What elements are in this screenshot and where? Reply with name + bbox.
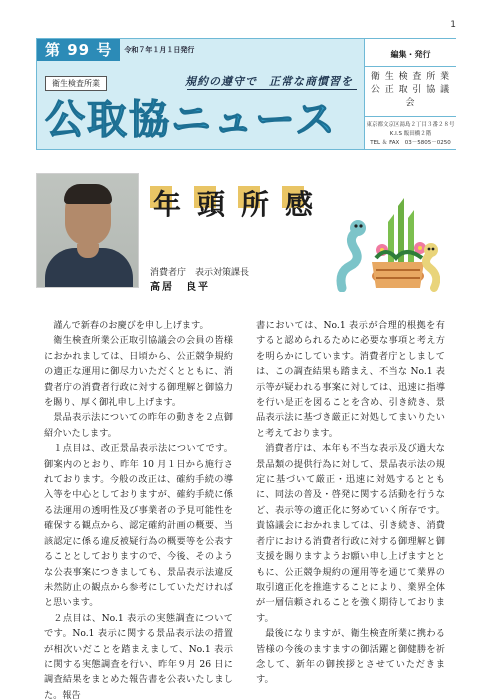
publisher-name-line1: 衛 生 検 査 所 業 <box>370 72 451 82</box>
body-paragraph: 衛生検査所業公正取引協議会の会員の皆様におかれましては、日頃から、公正競争規約の適正な運用に御尽力いただくとともに、消費者庁の消費者行政に対する御理解と御協力を賜り、厚く御礼申し上げます。 <box>44 335 233 409</box>
newsletter-title: 公取協ニュース <box>45 97 337 143</box>
publisher-box <box>364 39 456 149</box>
heading-char-2: 頭 <box>192 186 230 220</box>
masthead <box>37 39 364 149</box>
slogan-underline <box>187 89 357 90</box>
publisher-divider-2 <box>365 116 456 117</box>
org-label: 衛生検査所業 <box>45 76 107 91</box>
new-year-snake-illustration <box>336 192 440 292</box>
body-paragraph-continued: 書においては、No.1 表示が合理的根拠を有すると認められるために必要な事項と考え方を明らかにしています。消費者庁としましては、この調査結果も踏まえ、不当な No.1 表示等が疑われる事案に対しては、迅速に指導を行い是正を図ることを含め、引き続き、景品表示法に基づき厳正に対処してまいりたいと考えております。 <box>256 320 445 439</box>
speaker-role: 消費者庁 表示対策課長 <box>150 268 250 278</box>
body-column-right <box>256 318 445 688</box>
body-paragraph: 消費者庁は、本年も不当な表示及び過大な景品類の提供行為に対して、景品表示法の規定に基づいて厳正・迅速に対処するとともに、同法の普及・啓発に関する活動を行うなど、表示等の適正化に努めていく所存です。貴協議会におかれましては、引き続き、消費者庁における消費者行政に対する御理解と御支援を賜りますようお願い申し上げますとともに、公正競争規約の運用等を通じて業界の取引適正化を推進することにより、業界全体が一層信頼されることを強く期待しております。 <box>256 443 445 624</box>
publisher-address: 東京都文京区湯島２丁目３番２８号 <box>366 122 455 128</box>
heading-char-1: 年 <box>148 186 186 220</box>
body-paragraph: １点目は、改正景品表示法についてです。御案内のとおり、昨年 10 月１日から施行されております。今般の改正は、確約手続の導入等を中心としておりますが、確約手続に係る法運用の透明性及び事業者の予見可能性を確保する観点から、認定確約計画の概要、当該認定に係る違反被疑行為の概要等を公表することとしておりますので、今後、そのような公表事案につきましても、景品表示法違反未然防止の観点から参考にしていただければと思います。 <box>44 443 233 609</box>
heading-char-3: 所 <box>236 186 274 220</box>
publisher-building: K.I.S 飯田橋２階 <box>389 131 432 137</box>
slogan: 規約の遵守で 正常な商慣習を <box>185 75 353 88</box>
body-column-left <box>44 318 233 699</box>
body-paragraph: 最後になりますが、衛生検査所業に携わる皆様の今後のますますの御活躍と御健勝を祈念して、新年の御挨拶とさせていただきます。 <box>256 628 445 686</box>
page-number: 1 <box>450 20 456 30</box>
publisher-divider <box>365 66 456 67</box>
body-paragraph: 景品表示法についての昨年の動きを２点御紹介いたします。 <box>44 412 233 439</box>
speaker-photo <box>36 173 139 288</box>
publisher-name-line2: 公 正 取 引 協 議 会 <box>370 85 451 108</box>
greeting-heading <box>148 186 318 220</box>
photo-hair <box>64 184 112 204</box>
newsletter-header <box>36 38 456 150</box>
body-paragraph: 謹んで新春のお慶びを申し上げます。 <box>53 320 209 331</box>
publisher-phone: TEL ＆ FAX 03－5805－0250 <box>370 140 451 146</box>
issue-row <box>37 39 194 61</box>
heading-char-4: 感 <box>280 186 318 220</box>
speaker-name: 高居 良平 <box>150 282 210 293</box>
issue-number: 第 99 号 <box>37 39 120 61</box>
publisher-label: 編集・発行 <box>390 50 431 59</box>
body-paragraph: ２点目は、No.1 表示の実態調査についてです。No.1 表示に関する景品表示法の措置が相次いだことを踏まえまして、No.1 表示に関する実態調査を行い、昨年９月 26 日に調査結果をまとめた報告書を公表いたしました。報告 <box>44 612 233 699</box>
issue-date: 令和７年１月１日発行 <box>124 46 195 54</box>
